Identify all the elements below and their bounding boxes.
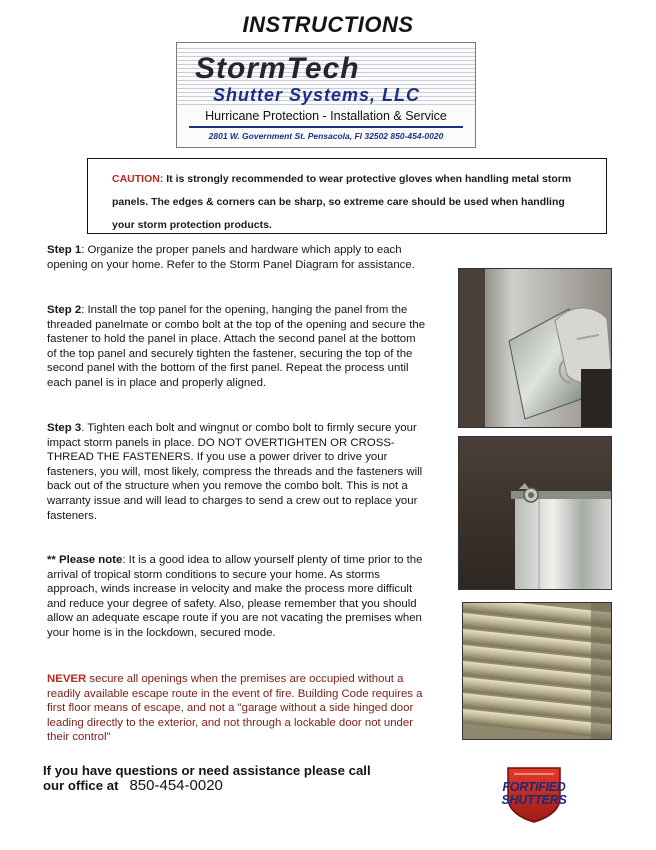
- step-3-label: Step 3: [47, 422, 82, 434]
- step-1-label: Step 1: [47, 244, 82, 256]
- caution-text-block: [112, 168, 582, 237]
- gloved-hand-illustration: [459, 269, 611, 427]
- step-2: [47, 303, 427, 391]
- step-3-text: . Tighten each bolt and wingnut or combo bolt to firmly secure your impact storm panels in place. DO NOT OVERTIGHTEN OR CROSS-THREAD THE FASTENERS. If you use a power driver to drive your fasteners, you will, most likely, compress the threads and the fasteners will back out of the structure when you remove the combo bolt. This is not a warranty issue and will lead to charges to send a crew out to replace your fasteners.: [47, 422, 423, 522]
- caution-text: It is strongly recommended to wear protective gloves when handling metal storm panels. The edges & corners can be sharp, so extreme care should be used when handling your storm protection products.: [112, 173, 572, 231]
- logo-tagline: Hurricane Protection - Installation & Service: [205, 109, 447, 123]
- contact-line-2: our office at: [43, 778, 119, 793]
- badge-line-2: SHUTTERS: [501, 793, 567, 807]
- logo-company-name: StormTech: [195, 52, 360, 85]
- logo-company-subtitle: Shutter Systems, LLC: [213, 85, 421, 105]
- combo-bolt-illustration: [459, 437, 611, 589]
- page-title: INSTRUCTIONS: [242, 12, 414, 37]
- never-label: NEVER: [47, 673, 87, 685]
- badge-text: [488, 781, 580, 807]
- company-logo: [176, 42, 476, 148]
- contact-block: [43, 763, 443, 793]
- step-1: [47, 243, 427, 272]
- please-note-label: ** Please note: [47, 554, 123, 566]
- step-3: [47, 421, 427, 523]
- please-note: [47, 553, 427, 641]
- never-text: secure all openings when the premises are occupied without a readily available escape route in the event of fire. Building Code requires a first floor means of escape, and not a "garage without a side hinged door leading directly to the exterior, and not through a lockable door not under their control": [47, 673, 423, 744]
- step-1-text: : Organize the proper panels and hardware which apply to each opening on your home. Refer to the Storm Panel Diagram for assistance.: [47, 244, 415, 271]
- please-note-text: : It is a good idea to allow yourself plenty of time prior to the arrival of tropical storm conditions to secure your home. As storms approach, winds increase in velocity and make the process more difficult and reduce your degree of safety. Also, please remember that you should allow an adequate escape route if you are not vacating the premises when your home is in the lockdown, secured mode.: [47, 554, 423, 639]
- stacked-panels-illustration: [463, 603, 611, 739]
- contact-line-1: If you have questions or need assistance please call: [43, 763, 371, 778]
- logo-divider: [189, 126, 463, 128]
- logo-address: 2801 W. Government St. Pensacola, Fl 32502 850-454-0020: [208, 131, 444, 141]
- fortified-shutters-badge: [488, 764, 580, 824]
- never-warning: [47, 672, 427, 745]
- photo-combo-bolt-panel: [458, 436, 612, 590]
- step-2-label: Step 2: [47, 304, 82, 316]
- caution-box: [87, 158, 607, 234]
- photo-stacked-storm-panels: [462, 602, 612, 740]
- caution-label: CAUTION:: [112, 173, 164, 185]
- photo-gloved-hand-panel: [458, 268, 612, 428]
- office-phone: 850-454-0020: [129, 777, 223, 794]
- step-2-text: : Install the top panel for the opening, hanging the panel from the threaded panelmate or combo bolt at the top of the opening and secure the fastener to hold the panel in place. Attach the second panel at the bottom of the top panel and securely tighten the fastener, securing the top of the second panel with the bottom of the first panel. Repeat the process until each panel is in place and properly aligned.: [47, 304, 426, 389]
- badge-line-1: FORTIFIED: [502, 780, 566, 794]
